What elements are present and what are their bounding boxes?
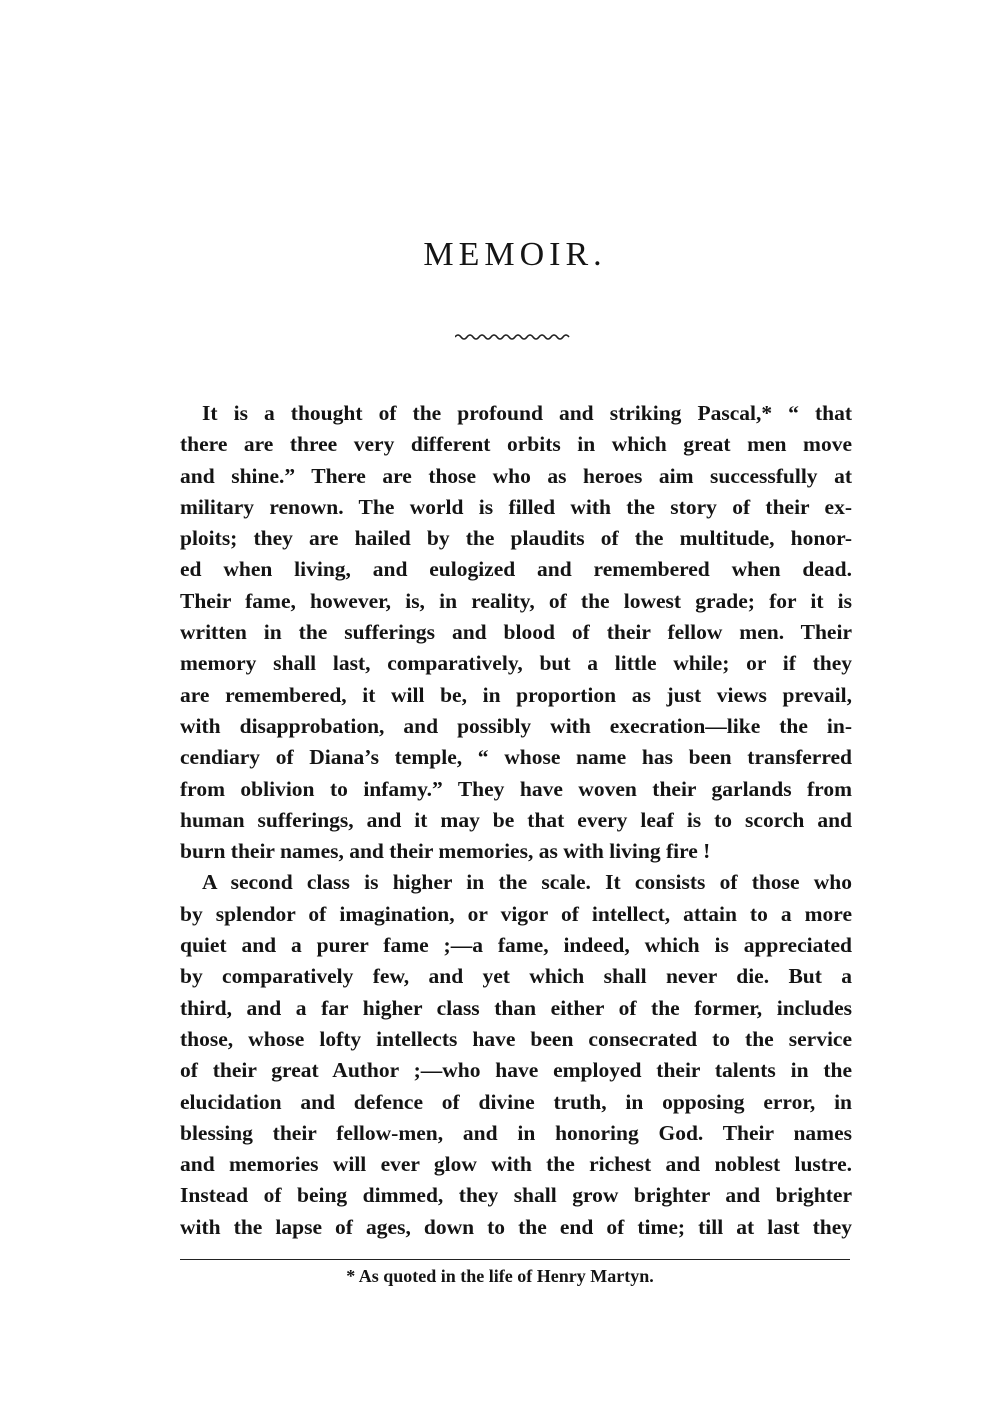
text-line: written in the sufferings and blood of their fellow men. Their	[180, 620, 852, 645]
text-line: from oblivion to infamy.” They have woven their garlands from	[180, 776, 852, 801]
text-line: by comparatively few, and yet which shall never die. But a	[180, 964, 852, 989]
text-line: burn their names, and their memories, as with living fire !	[180, 839, 711, 864]
text-line: blessing their fellow-men, and in honoring God. Their names	[180, 1120, 852, 1145]
text-line: with disapprobation, and possibly with execration—like the in-	[180, 713, 852, 738]
text-line: third, and a far higher class than either of the former, includes	[180, 995, 852, 1020]
text-line: are remembered, it will be, in proportion as just views prevail,	[180, 682, 852, 707]
text-line: ed when living, and eulogized and remembered when dead.	[180, 557, 852, 582]
text-line: It is a thought of the profound and striking Pascal,* “ that	[202, 401, 852, 425]
text-line: memory shall last, comparatively, but a little while; or if they	[180, 651, 852, 676]
text-line: and memories will ever glow with the richest and noblest lustre.	[180, 1152, 852, 1177]
text-line: of their great Author ;—who have employed their talents in the	[180, 1058, 852, 1083]
footnote-divider	[180, 1259, 850, 1260]
text-line: cendiary of Diana’s temple, “ whose name has been transferred	[180, 745, 852, 770]
memoir-body-text	[180, 398, 852, 1243]
text-line: and shine.” There are those who as heroes aim successfully at	[180, 463, 852, 488]
text-line: those, whose lofty intellects have been consecrated to the service	[180, 1026, 852, 1051]
text-line: elucidation and defence of divine truth, in opposing error, in	[180, 1089, 852, 1114]
wavy-rule-ornament	[455, 332, 573, 342]
text-line: quiet and a purer fame ;—a fame, indeed, which is appreciated	[180, 933, 852, 958]
footnote: * As quoted in the life of Henry Martyn.	[346, 1266, 654, 1286]
text-line: human sufferings, and it may be that every leaf is to scorch and	[180, 807, 852, 832]
text-line: with the lapse of ages, down to the end of time; till at last they	[180, 1214, 852, 1239]
text-line: A second class is higher in the scale. It consists of those who	[202, 870, 852, 895]
text-line: military renown. The world is filled with the story of their ex-	[180, 494, 852, 519]
page-title: MEMOIR.	[423, 236, 607, 273]
text-line: there are three very different orbits in which great men move	[180, 432, 852, 457]
text-line: Instead of being dimmed, they shall grow brighter and brighter	[180, 1183, 852, 1208]
text-line: by splendor of imagination, or vigor of intellect, attain to a more	[180, 901, 852, 926]
text-line: ploits; they are hailed by the plaudits of the multitude, honor-	[180, 526, 852, 551]
text-line: Their fame, however, is, in reality, of the lowest grade; for it is	[180, 588, 852, 613]
